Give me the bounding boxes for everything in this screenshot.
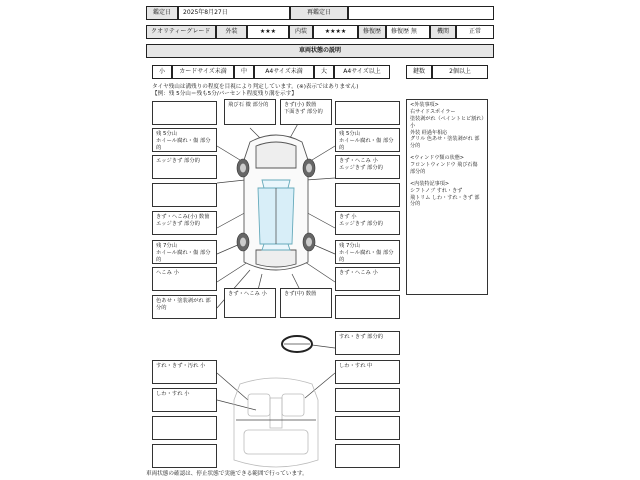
- equipment-value: 正常: [456, 25, 494, 39]
- damage-left-door: きず・へこみ(小) 数箇 エッジきず 部分的: [152, 211, 217, 235]
- damage-front-right-top: きず(小) 数箇 下面きず 部分的: [280, 99, 332, 125]
- damage-right-rear-quarter: きず・へこみ 小: [335, 267, 400, 291]
- window-notes-text: フロントウィンドウ 飛び石傷 部分的: [410, 162, 478, 175]
- repair-history-value: 修復歴 無: [386, 25, 430, 39]
- damage-box-left-top: [152, 101, 217, 125]
- key-count-value: 2個以上: [432, 65, 488, 79]
- damage-front-right-tire: 残 5分山 ホイール腐れ・傷 部分的: [335, 128, 400, 152]
- size-medium-label: 中: [234, 65, 254, 79]
- reappraisal-date-label: 再鑑定日: [290, 6, 348, 20]
- section-title: 車両状態の説明: [146, 44, 494, 58]
- damage-right-door: きず 小 エッジきず 部分的: [335, 211, 400, 235]
- damage-left-rear-bumper: 色あせ・塗装剥がれ 部分的: [152, 295, 217, 319]
- repair-history-label: 修復歴: [358, 25, 386, 39]
- interior-label: 内装: [289, 25, 313, 39]
- damage-rear-right-center: きず(中) 数箇: [280, 288, 332, 318]
- damage-box-right-empty-3: [335, 444, 400, 468]
- size-large-label: 大: [314, 65, 334, 79]
- key-count-label: 鍵数: [406, 65, 432, 79]
- interior-notes-title: <内装特記事項>: [410, 180, 450, 187]
- damage-left-front-fender: エッジきず 部分的: [152, 155, 217, 179]
- damage-interior-left-1: すれ・きず・汚れ 小: [152, 360, 217, 384]
- damage-front-left-tire: 残 5分山 ホイール腐れ・傷 部分的: [152, 128, 217, 152]
- exterior-label: 外装: [216, 25, 247, 39]
- damage-rear-right-tire: 残 7分山 ホイール腐れ・傷 部分的: [335, 240, 400, 264]
- damage-left-rear-quarter: へこみ 小: [152, 267, 217, 291]
- damage-rear-left-tire: 残 7分山 ホイール腐れ・傷 部分的: [152, 240, 217, 264]
- damage-box-left-empty-1: [152, 416, 217, 440]
- size-medium-desc: A4サイズ未満: [254, 65, 314, 79]
- damage-steering-note: すれ・きず 部分的: [335, 331, 400, 355]
- footer-note: 車両状態の確認は、停止状態で実施できる範囲で行っています。: [146, 471, 308, 477]
- appraisal-date-label: 鑑定日: [146, 6, 178, 20]
- size-small-label: 小: [152, 65, 172, 79]
- equipment-label: 機関: [430, 25, 456, 39]
- damage-rear-left-center: きず・へこみ 小: [224, 288, 276, 318]
- damage-box-right-top: [335, 101, 400, 125]
- interior-rating: ★★★★: [313, 25, 358, 39]
- damage-box-right-mid: [335, 183, 400, 207]
- window-notes-title: <ウィンドウ類の状態>: [410, 155, 465, 162]
- quality-grade-label: クオリティーグレード: [146, 25, 216, 39]
- damage-box-right-rear: [335, 295, 400, 319]
- exterior-notes-text: 右サイドスポイラー 塗装剥がれ（ペイントヒビ割れ）小 外装 経過年相応 グリル 色あせ・塗装剥がれ 部分的: [410, 108, 484, 150]
- exterior-rating: ★★★: [247, 25, 289, 39]
- damage-box-right-empty-2: [335, 416, 400, 440]
- tire-note: タイヤ残山は溝残りの程度を目視により判定しています。(※)表示ではありません) 【例：残 5分山＝残も5分/パーセント程度残り溝を示す】: [152, 84, 359, 98]
- damage-interior-right-1: しわ・すれ 中: [335, 360, 400, 384]
- size-small-desc: カードサイズ未満: [172, 65, 234, 79]
- damage-box-right-empty-1: [335, 388, 400, 412]
- interior-notes-text: シフトノブ すれ・きず 飛トリム しわ・すれ・きず 部分的: [410, 187, 480, 208]
- special-notes-panel: [406, 99, 488, 295]
- damage-interior-left-2: しわ・すれ 小: [152, 388, 217, 412]
- size-large-desc: A4サイズ以上: [334, 65, 390, 79]
- damage-box-left-empty-2: [152, 444, 217, 468]
- damage-front-left-top: 飛び石 微 部分的: [224, 99, 276, 125]
- damage-box-left-mid: [152, 183, 217, 207]
- damage-right-front-fender: きず・へこみ 小 エッジきず 部分的: [335, 155, 400, 179]
- appraisal-date-value: 2025年8月27日: [178, 6, 290, 20]
- exterior-notes-title: <外装事項>: [410, 102, 439, 108]
